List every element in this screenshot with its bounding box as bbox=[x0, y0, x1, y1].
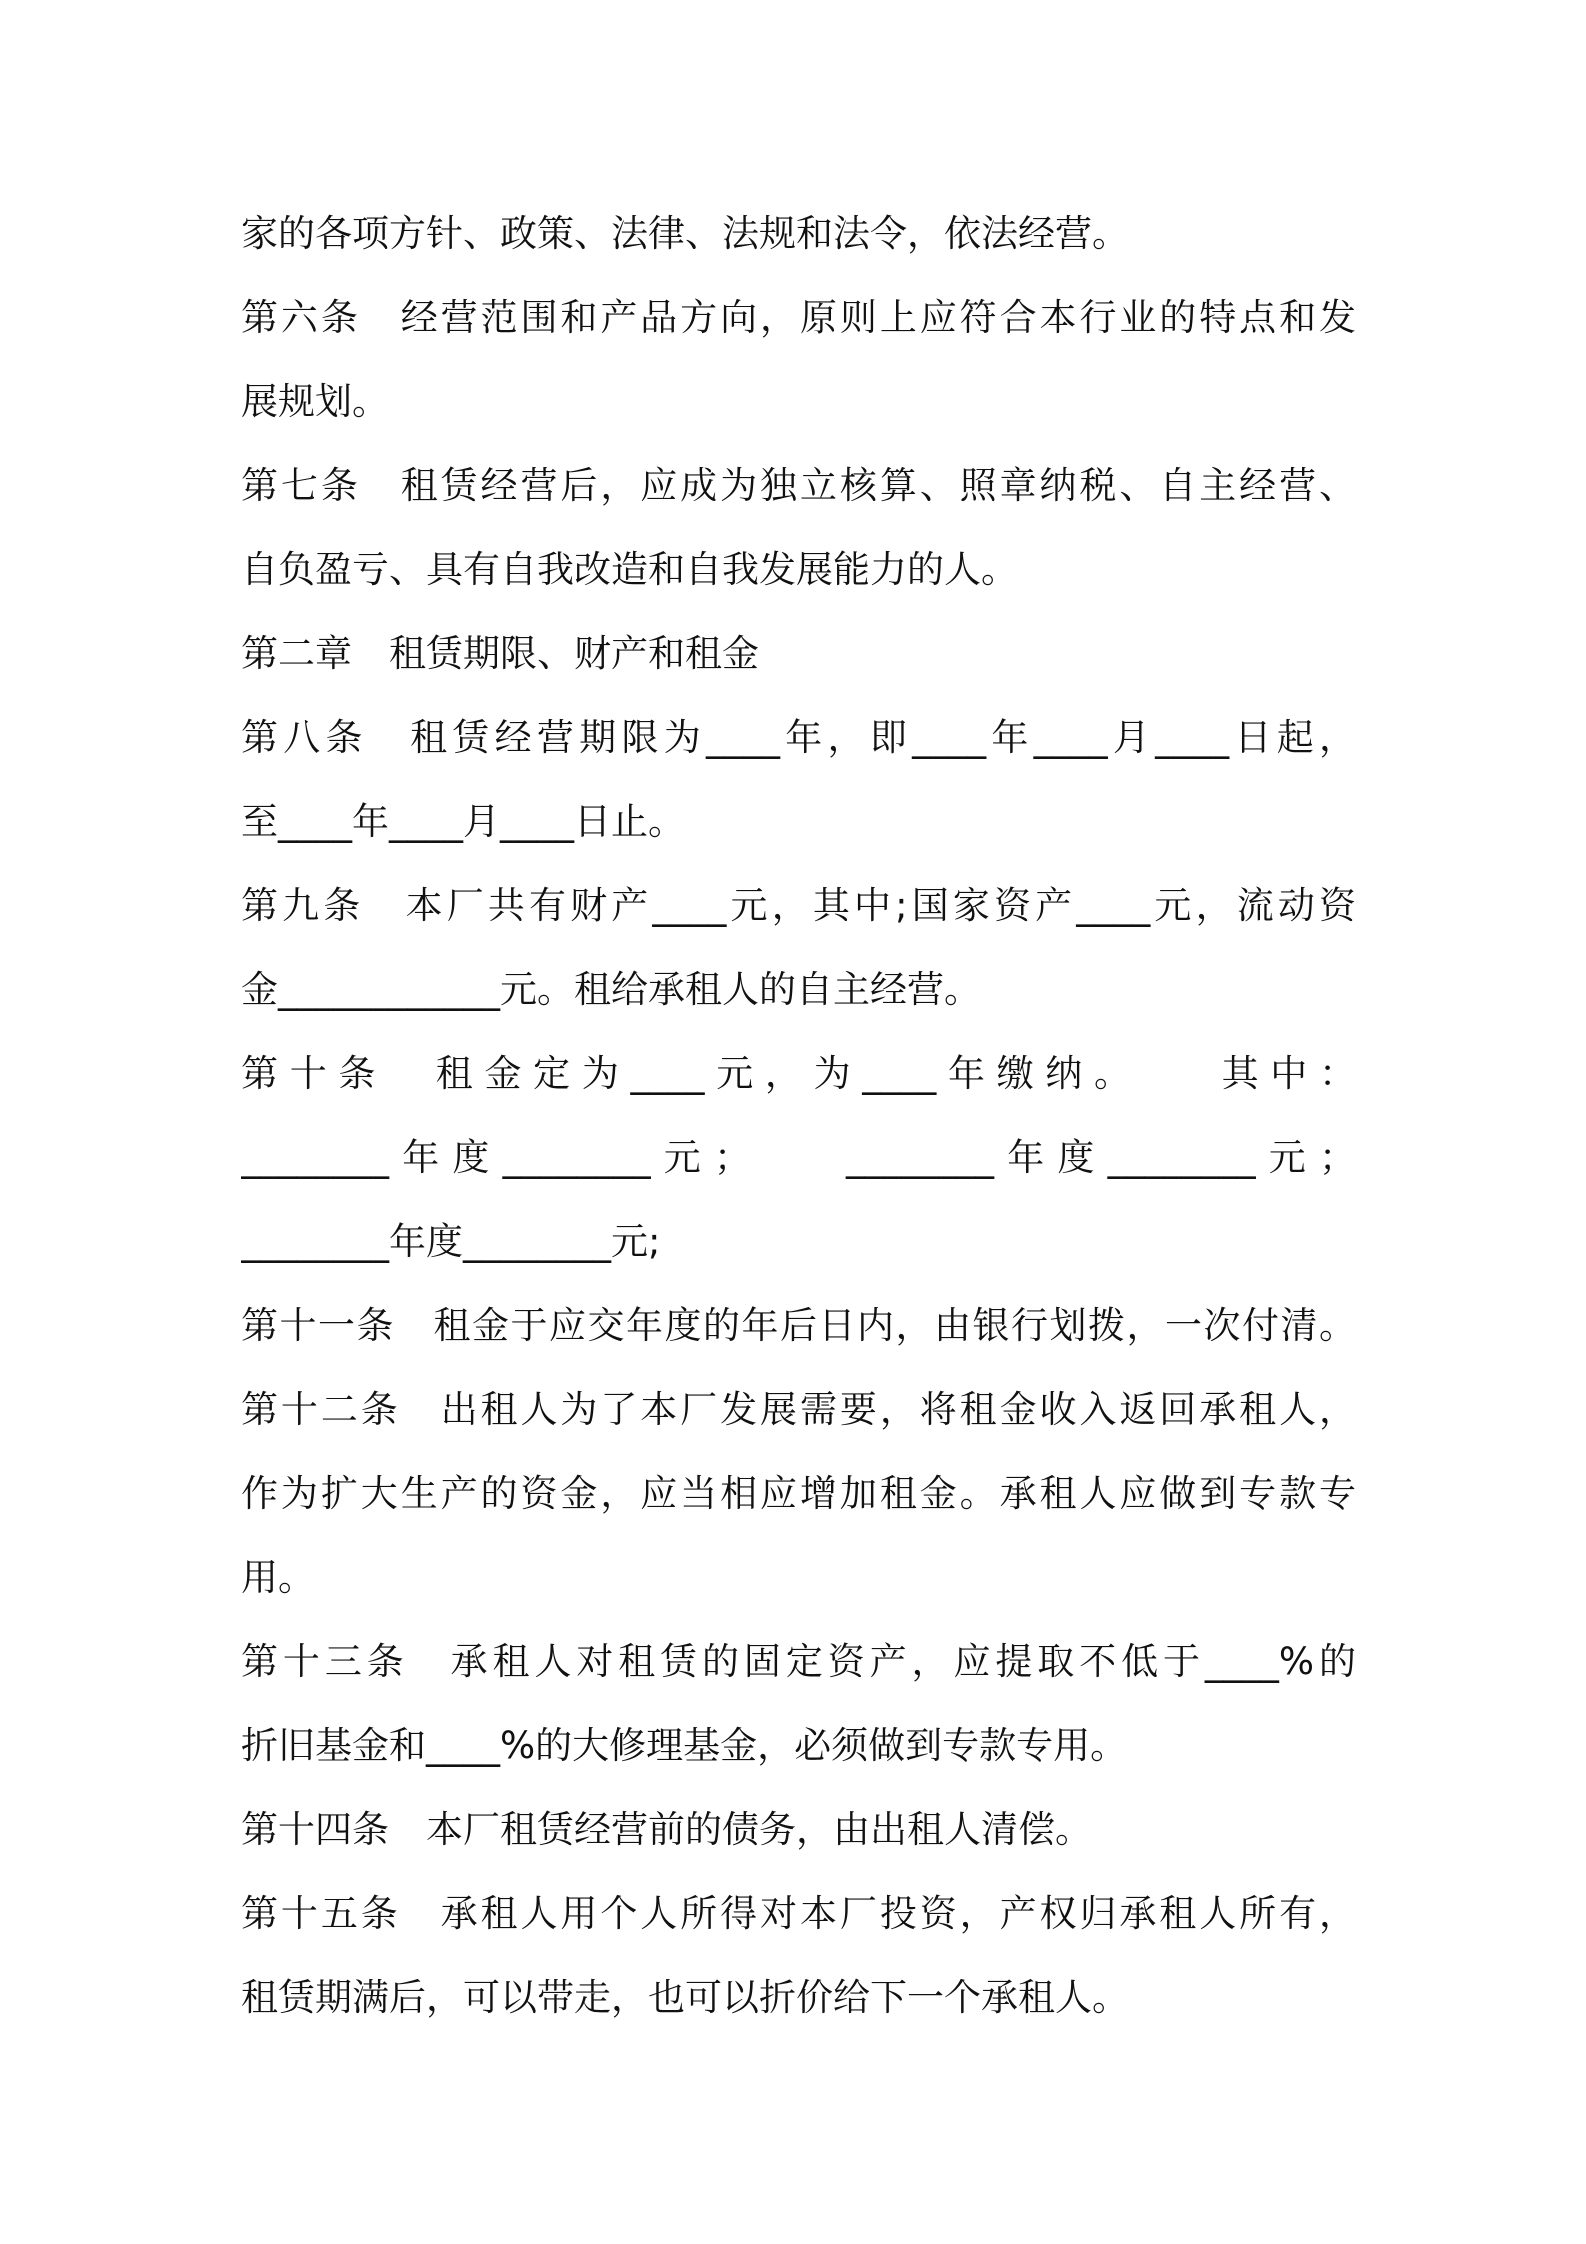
text-line: 第十五条 承租人用个人所得对本厂投资，产权归承租人所有， bbox=[241, 1892, 1356, 1935]
text-line: 第十三条 承租人对租赁的固定资产，应提取不低于____%的 bbox=[241, 1640, 1356, 1683]
text-line: 自负盈亏、具有自我改造和自我发展能力的人。 bbox=[241, 548, 1018, 591]
text-line: 金____________元。租给承租人的自主经营。 bbox=[241, 968, 981, 1011]
text-line: ________年度________元； ________年度________元； bbox=[241, 1136, 1356, 1179]
text-line: 第六条 经营范围和产品方向，原则上应符合本行业的特点和发 bbox=[241, 296, 1356, 339]
document-body bbox=[241, 192, 1356, 2040]
chapter-heading: 第二章 租赁期限、财产和租金 bbox=[241, 632, 759, 675]
text-line: 折旧基金和____%的大修理基金，必须做到专款专用。 bbox=[241, 1724, 1128, 1767]
text-line: 第十二条 出租人为了本厂发展需要，将租金收入返回承租人， bbox=[241, 1388, 1356, 1431]
text-line: 作为扩大生产的资金，应当相应增加租金。承租人应做到专款专 bbox=[241, 1472, 1356, 1515]
text-line: 用。 bbox=[241, 1556, 315, 1599]
text-line: 第九条 本厂共有财产____元，其中;国家资产____元，流动资 bbox=[241, 884, 1356, 927]
text-line: 第七条 租赁经营后，应成为独立核算、照章纳税、自主经营、 bbox=[241, 464, 1356, 507]
text-line: 至____年____月____日止。 bbox=[241, 800, 685, 843]
text-line: 展规划。 bbox=[241, 380, 389, 423]
text-line: 家的各项方针、政策、法律、法规和法令，依法经营。 bbox=[241, 212, 1129, 255]
text-line: ________年度________元; bbox=[241, 1220, 661, 1263]
text-line: 第八条 租赁经营期限为____年，即____年____月____日起， bbox=[241, 716, 1356, 759]
text-line: 第十四条 本厂租赁经营前的债务，由出租人清偿。 bbox=[241, 1808, 1092, 1851]
text-line: 租赁期满后，可以带走，也可以折价给下一个承租人。 bbox=[241, 1976, 1129, 2019]
text-line: 第十一条 租金于应交年度的年后日内，由银行划拨，一次付清。 bbox=[241, 1304, 1356, 1347]
text-line: 第十条 租金定为____元，为____年缴纳。 其中： bbox=[241, 1052, 1356, 1095]
